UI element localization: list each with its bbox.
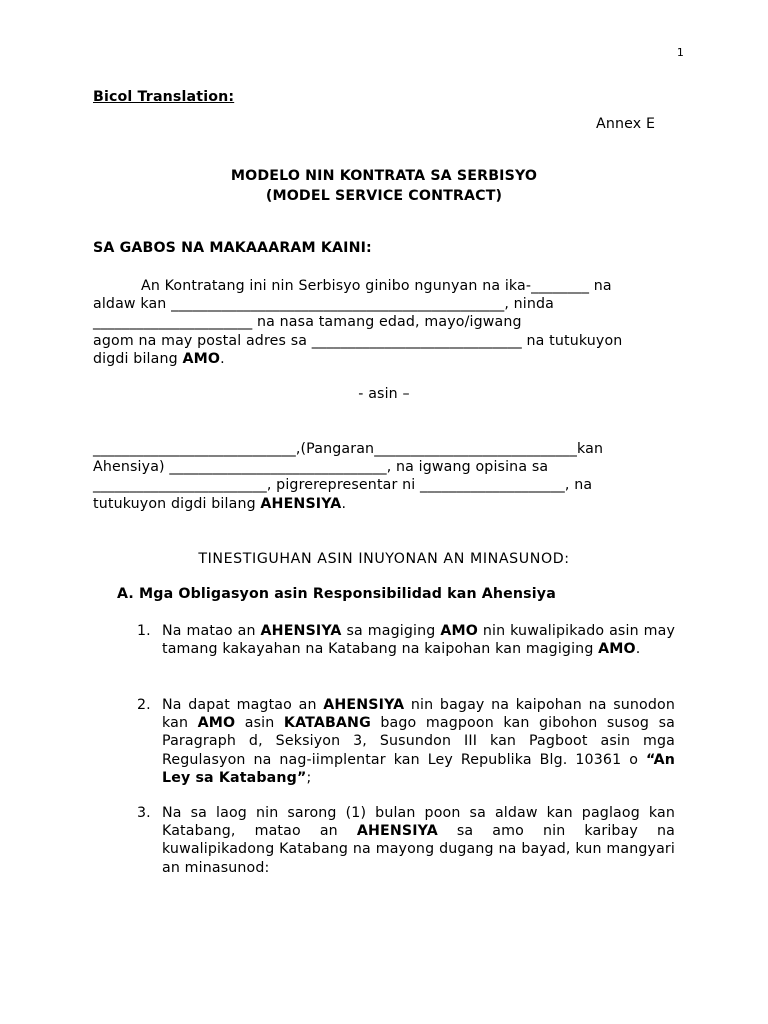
paragraph-line: ________________________, pigrerepresentar ni ____________________, na xyxy=(93,477,593,494)
document-heading: Bicol Translation: xyxy=(93,89,235,105)
bold-term: KATABANG xyxy=(283,715,371,732)
paragraph-line: ______________________ na nasa tamang edad, mayo/igwang xyxy=(93,314,522,331)
witness-clause: TINESTIGUHAN ASIN INUYONAN AN MINASUNOD: xyxy=(198,551,570,567)
bold-term: AMO xyxy=(197,715,236,732)
obligation-item xyxy=(137,804,675,877)
text-span: . xyxy=(220,350,225,367)
bold-term: “An Ley sa Katabang” xyxy=(162,751,675,786)
bold-term: AHENSIYA xyxy=(260,495,342,512)
bold-term: AHENSIYA xyxy=(356,823,438,840)
text-span: sa magiging xyxy=(341,623,441,639)
bold-term: AMO xyxy=(182,350,221,367)
item-text xyxy=(162,622,675,658)
obligation-item xyxy=(137,696,675,787)
bold-term: AHENSIYA xyxy=(323,697,405,713)
bold-term: AMO xyxy=(598,641,636,658)
annex-label: Annex E xyxy=(596,116,656,132)
bold-term: AMO xyxy=(440,623,478,639)
text-span: Na sa laog nin sarong (1) bulan poon sa aldaw kan paglaog kan Katabang, matao an xyxy=(162,805,675,840)
item-number: 2. xyxy=(137,697,151,713)
text-span: asin xyxy=(235,715,284,732)
paragraph-line: Ahensiya) ______________________________, na igwang opisina sa xyxy=(93,459,549,476)
contract-title: MODELO NIN KONTRATA SA SERBISYO xyxy=(230,168,538,184)
text-span: Na dapat magtao an xyxy=(162,697,324,713)
greeting: SA GABOS NA MAKAAARAM KAINI: xyxy=(93,240,372,256)
section-title: Mga Obligasyon asin Responsibilidad kan Ahensiya xyxy=(139,586,556,602)
text-span: . xyxy=(341,495,347,512)
obligation-item xyxy=(137,622,675,658)
paragraph-line: agom na may postal adres sa _____________________________ na tutukuyon xyxy=(93,332,623,349)
paragraph-line xyxy=(93,495,675,513)
separator-text: - asin – xyxy=(358,386,410,402)
text-span: Na matao an xyxy=(162,623,261,639)
section-heading xyxy=(117,586,556,602)
party-paragraph-employer xyxy=(93,277,675,368)
item-number: 3. xyxy=(137,805,151,821)
item-number: 1. xyxy=(137,623,151,639)
text-span: digdi bilang xyxy=(93,350,183,367)
item-text xyxy=(162,696,675,787)
text-span: bago magpoon kan gibohon susog sa Paragraph d, Seksiyon 3, Susundon III kan Pagboot asin mga Regulasyon na nag-iimplentar kan Ley Republika Blg. 10361 o xyxy=(162,715,675,768)
text-span: . xyxy=(635,641,641,658)
text-span: ; xyxy=(306,769,312,786)
paragraph-line: aldaw kan ______________________________________________, ninda xyxy=(93,296,555,313)
text-span: nin bagay na kaipohan na sunodon kan xyxy=(162,697,675,732)
text-span: sa amo nin karibay na kuwalipikadong Katabang na mayong dugang na bayad, kun mangyari an minasunod: xyxy=(162,823,675,876)
item-text xyxy=(162,804,675,877)
party-paragraph-agency xyxy=(93,440,675,513)
paragraph-line: ____________________________,(Pangaran____________________________kan xyxy=(93,441,604,457)
bold-term: AHENSIYA xyxy=(260,623,342,639)
contract-subtitle: (MODEL SERVICE CONTRACT) xyxy=(265,188,503,204)
paragraph-line: An Kontratang ini nin Serbisyo ginibo ngunyan na ika-________ na xyxy=(141,278,612,294)
page-number: 1 xyxy=(676,46,684,59)
text-span: nin kuwalipikado asin may tamang kakayahan na Katabang na kaipohan kan magiging xyxy=(162,623,675,658)
paragraph-line xyxy=(93,350,675,368)
text-span: tutukuyon digdi bilang xyxy=(93,495,261,512)
section-marker: A. xyxy=(117,586,134,602)
